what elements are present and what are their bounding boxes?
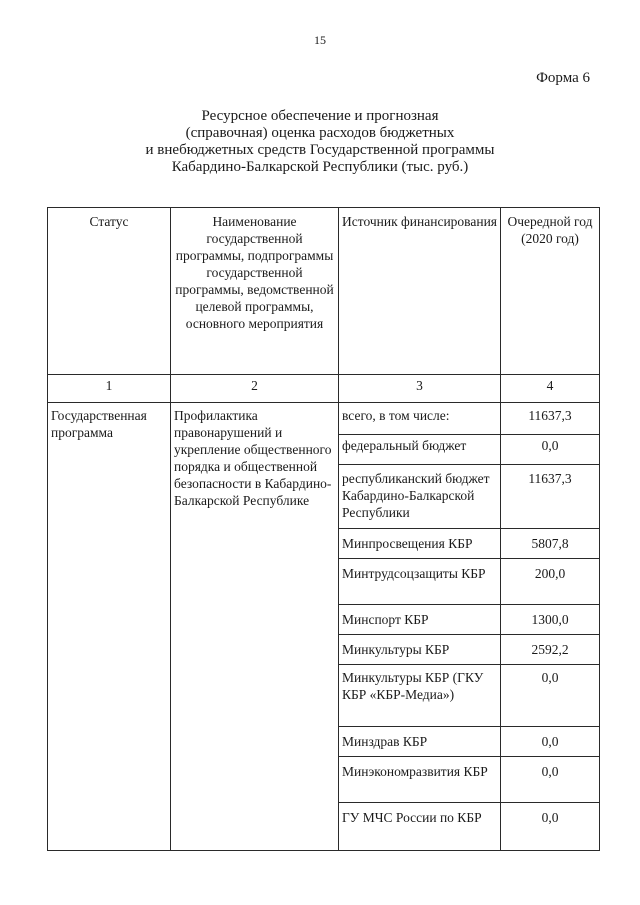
value-cell: 0,0 xyxy=(501,665,600,727)
status-cell: Государственная программа xyxy=(48,403,171,851)
header-next-year: Очередной год (2020 год) xyxy=(501,208,600,375)
title-line: Ресурсное обеспечение и прогнозная xyxy=(201,108,439,124)
source-cell: федеральный бюджет xyxy=(339,435,501,465)
table-row xyxy=(48,403,600,435)
column-number: 4 xyxy=(501,375,600,403)
document-title xyxy=(0,108,640,176)
value-cell: 2592,2 xyxy=(501,635,600,665)
page-number: 15 xyxy=(314,33,326,47)
value-cell: 1300,0 xyxy=(501,605,600,635)
column-number-row xyxy=(48,375,600,403)
source-cell: Минкультуры КБР xyxy=(339,635,501,665)
value-cell: 0,0 xyxy=(501,803,600,851)
value-cell: 0,0 xyxy=(501,727,600,757)
form-label: Форма 6 xyxy=(536,70,590,86)
value-cell: 11637,3 xyxy=(501,403,600,435)
value-cell: 200,0 xyxy=(501,559,600,605)
source-cell: Минэкономразвития КБР xyxy=(339,757,501,803)
value-cell: 0,0 xyxy=(501,435,600,465)
source-cell: всего, в том числе: xyxy=(339,403,501,435)
source-cell: ГУ МЧС России по КБР xyxy=(339,803,501,851)
source-cell: Минкультуры КБР (ГКУ КБР «КБР-Медиа») xyxy=(339,665,501,727)
header-funding-source: Источник финансирования xyxy=(339,208,501,375)
value-cell: 5807,8 xyxy=(501,529,600,559)
source-cell: Минздрав КБР xyxy=(339,727,501,757)
header-row xyxy=(48,208,600,375)
header-program-name: Наименование государственной программы, подпрограммы государственной программы, ведомственной целевой программы, основного мероприятия xyxy=(171,208,339,375)
column-number: 3 xyxy=(339,375,501,403)
source-cell: Минспорт КБР xyxy=(339,605,501,635)
title-line: (справочная) оценка расходов бюджетных xyxy=(185,125,455,141)
column-number: 2 xyxy=(171,375,339,403)
value-cell: 0,0 xyxy=(501,757,600,803)
resource-table xyxy=(47,207,600,851)
program-name-cell: Профилактика правонарушений и укрепление общественного порядка и общественной безопасности в Кабардино-Балкарской Республике xyxy=(171,403,339,851)
title-line: Кабардино-Балкарской Республики (тыс. руб.) xyxy=(171,159,469,175)
value-cell: 11637,3 xyxy=(501,465,600,529)
header-status: Статус xyxy=(48,208,171,375)
title-line: и внебюджетных средств Государственной программы xyxy=(145,142,495,158)
column-number: 1 xyxy=(48,375,171,403)
source-cell: Минпросвещения КБР xyxy=(339,529,501,559)
source-cell: Минтрудсоцзащиты КБР xyxy=(339,559,501,605)
source-cell: республиканский бюджет Кабардино-Балкарской Республики xyxy=(339,465,501,529)
